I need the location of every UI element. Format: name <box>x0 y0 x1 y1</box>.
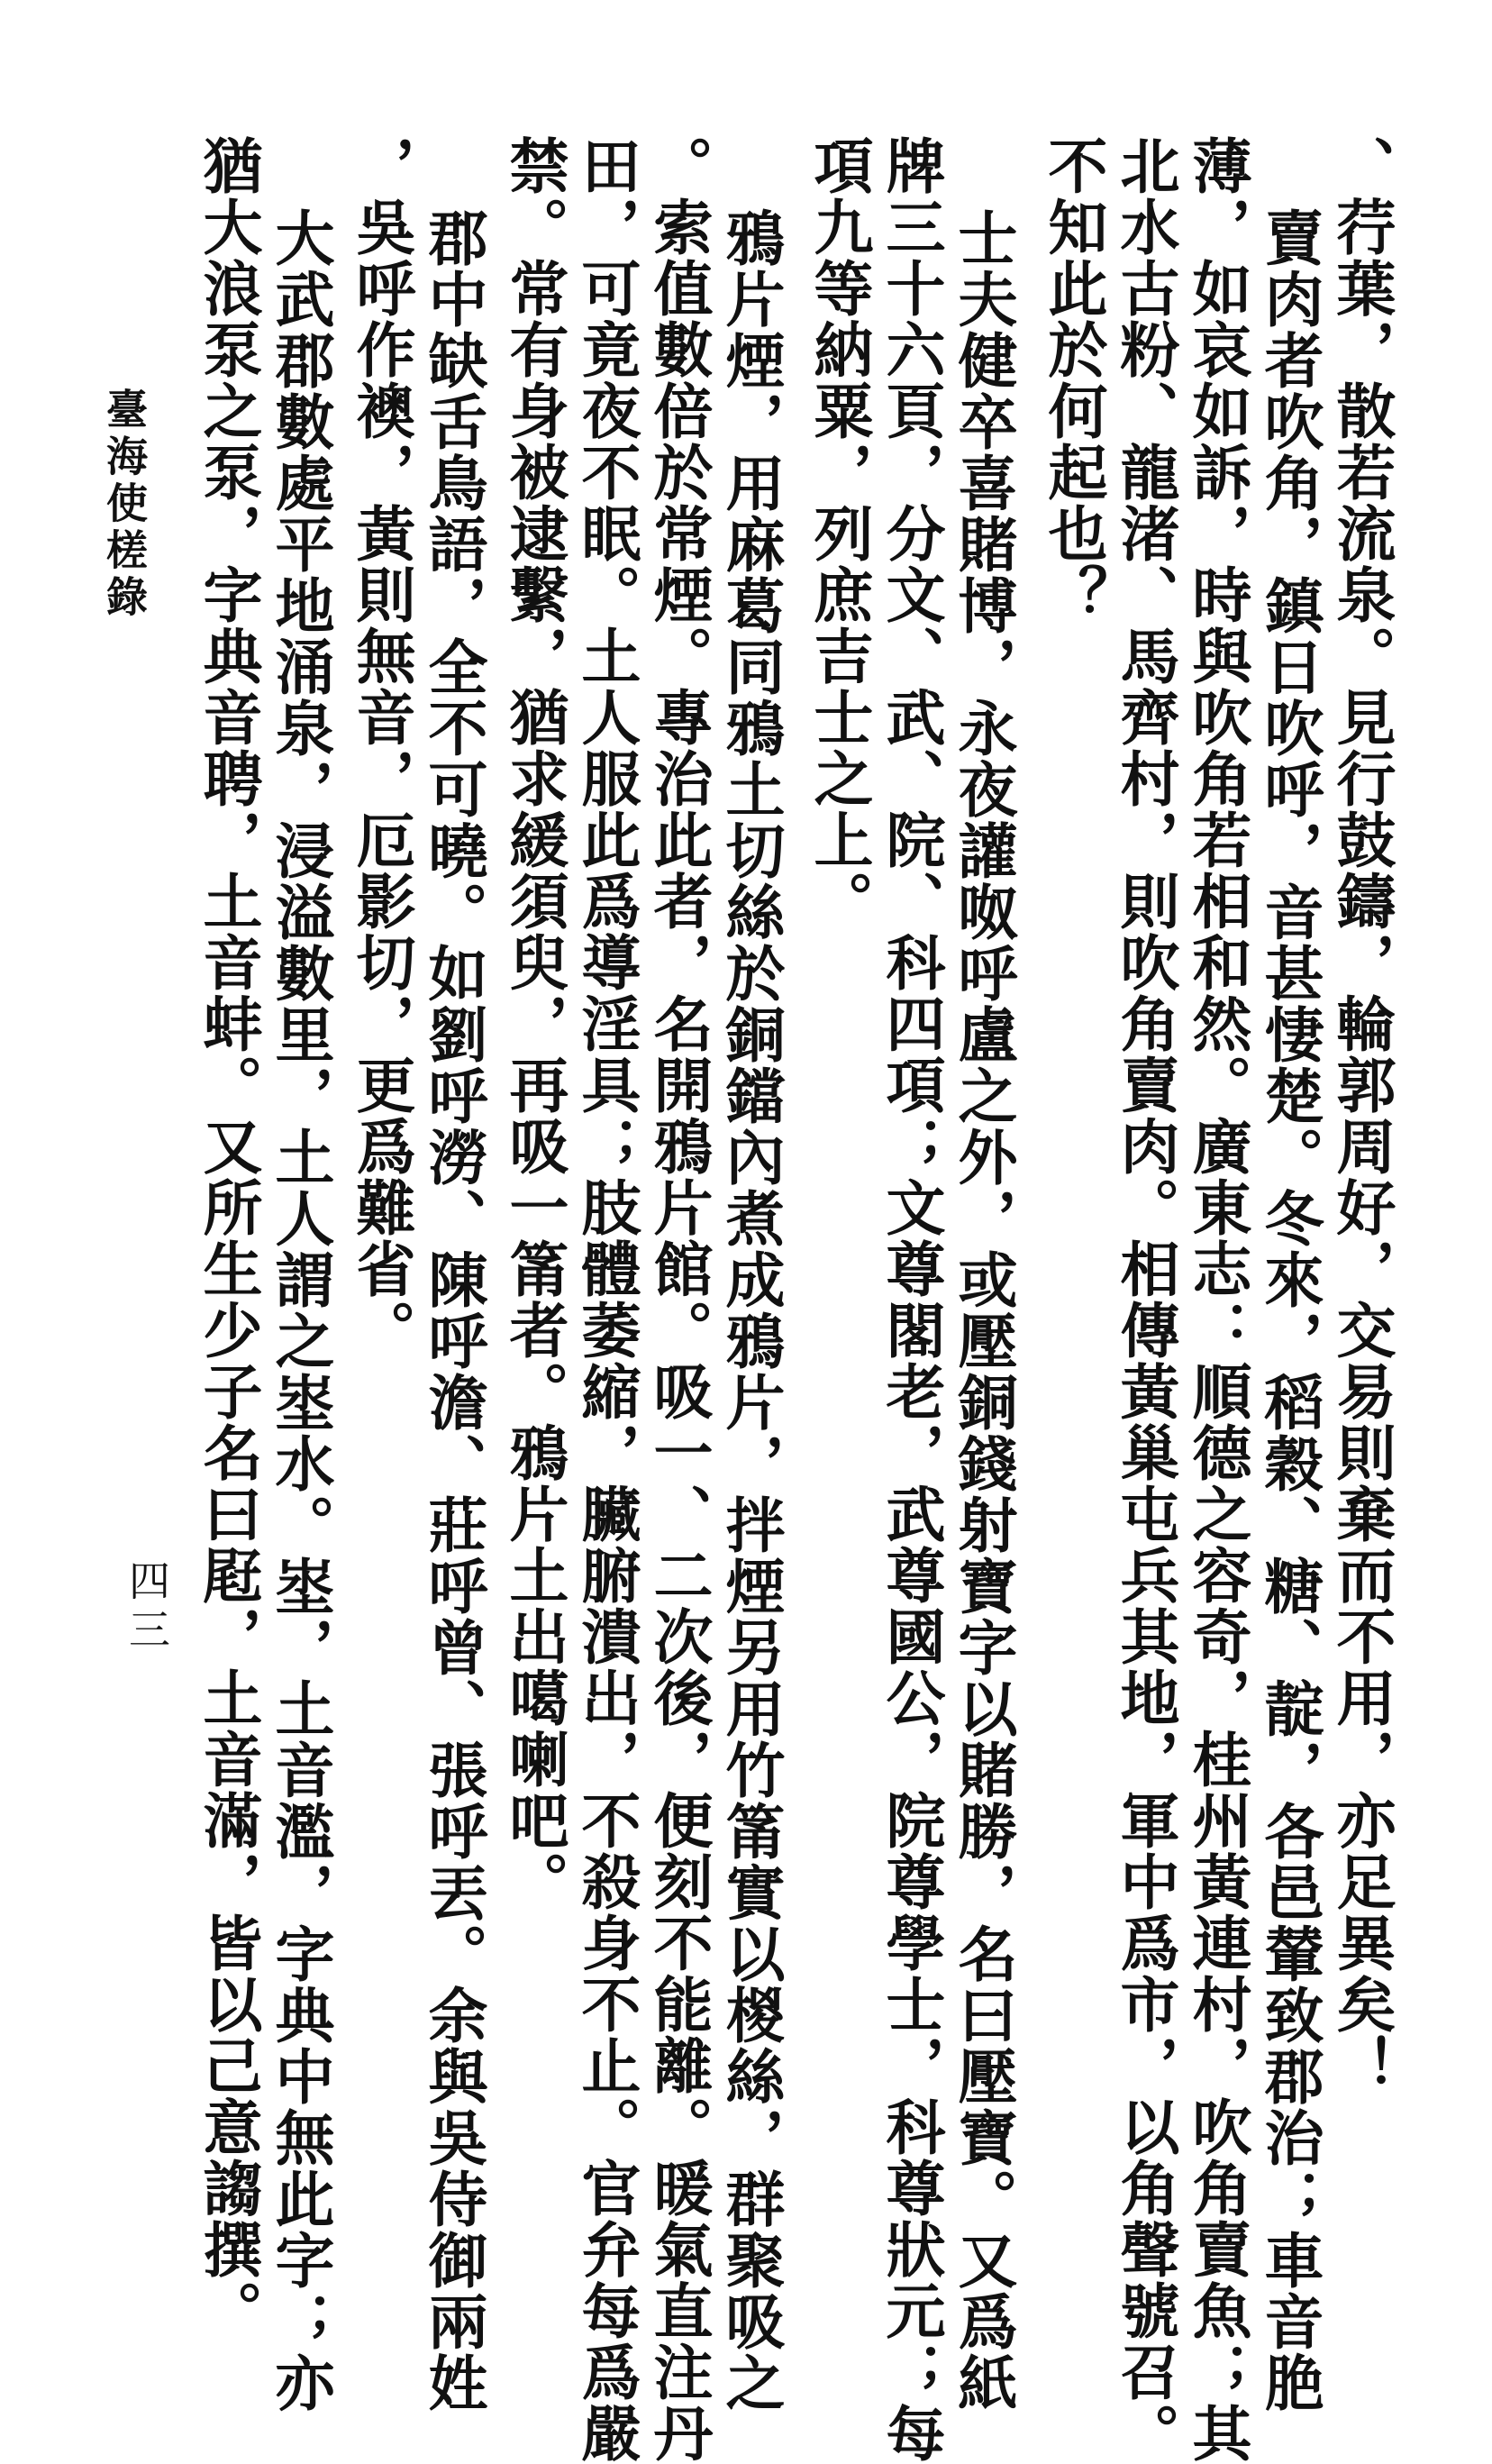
running-title: 臺海使槎錄 <box>100 388 149 622</box>
text-column-9: 鴉片煙，用麻葛同鴉土切絲於銅鐺內煮成鴉片，拌煙另用竹筩實以椶絲，群聚吸之 <box>715 207 786 2414</box>
text-column-4: 北水古粉、龍渚、馬齊村，則吹角賣肉。相傳黃巢屯兵其地，軍中爲市，以角聲號召。 <box>1110 135 1180 2464</box>
text-column-11: 田，可竟夜不眠。土人服此爲導淫具；肢體萎縮，臟腑潰出，不殺身不止。官弁每爲嚴 <box>571 135 641 2464</box>
text-column-13: 郡中缺舌鳥語，全不可曉。如劉呼澇、陳呼澹、莊呼曾、張呼丟。余與吳侍御兩姓 <box>418 207 488 2414</box>
page-number: 四三 <box>123 1559 171 1656</box>
text-column-8: 項九等納粟，列庶吉士之上。 <box>804 135 874 932</box>
text-column-10: 。索值數倍於常煙。專治此者，名開鴉片館。吸一、二次後，便刻不能離。暖氣直注丹 <box>643 135 714 2464</box>
text-column-16: 猶大浪泵之泵，字典音聘，土音蚌。又所生少子名曰屘，土音滿，皆以己意謅撰。 <box>193 135 263 2341</box>
text-column-14: ，吳呼作襖，黃則無音，厄影切，更爲難省。 <box>346 135 416 1361</box>
text-column-12: 禁。常有身被逮繫，猶求緩須臾，再吸一筩者。鴉片土出噶喇吧。 <box>499 135 569 1912</box>
text-column-1: 、荇葉，散若流泉。見行鼓鑄，輪郭周好，交易則棄而不用，亦足異矣！ <box>1326 135 1396 2096</box>
text-column-6: 士夫健卒喜賭博，永夜讙呶呼盧之外，或壓銅錢射寶字以賭勝，名曰壓寶。又爲紙 <box>948 207 1018 2414</box>
text-column-15: 大武郡數處平地涌泉，浸溢數里，土人謂之埊水。埊，土音濫，字典中無此字；亦 <box>265 207 335 2414</box>
text-column-5: 不知此於何起也？ <box>1038 135 1108 625</box>
text-column-3: 薄，如哀如訴，時與吹角若相和然。廣東志：順德之容奇，桂州黃連村，吹角賣魚；其 <box>1182 135 1252 2464</box>
text-column-7: 牌三十六頁，分文、武、院、科四項；文尊閣老，武尊國公，院尊學士，科尊狀元；每 <box>876 135 946 2464</box>
text-column-2: 賣肉者吹角，鎮日吹呼，音甚悽楚。冬來，稻穀、糖、靛，各邑輦致郡治；車音脃 <box>1254 207 1324 2414</box>
